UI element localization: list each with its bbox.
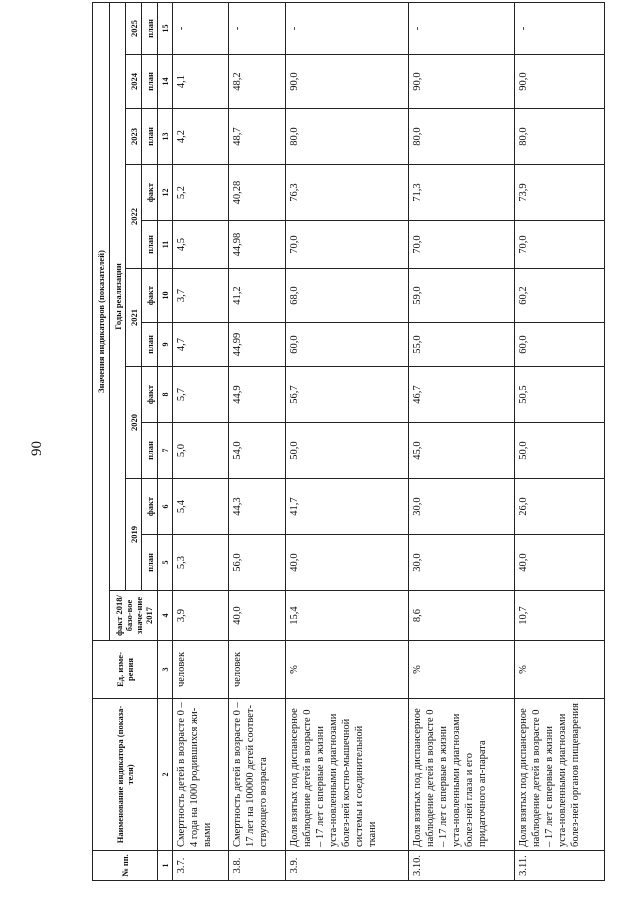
unit: % [285,641,408,699]
value-cell: 60,0 [285,323,408,367]
header-plan: план [142,323,158,367]
header-year-2021: 2021 [126,269,142,367]
column-number: 9 [158,323,173,367]
value-cell: 4,2 [173,109,229,165]
value-cell: 59,0 [408,269,514,323]
table-row [173,3,229,881]
column-number: 6 [158,479,173,535]
value-cell: 44,99 [229,323,285,367]
header-fact: факт [142,479,158,535]
value-cell: 90,0 [515,55,605,109]
value-cell: 5,0 [173,423,229,479]
column-number: 10 [158,269,173,323]
value-cell: - [229,3,285,55]
value-cell: 4,5 [173,221,229,269]
column-number: 13 [158,109,173,165]
header-year-2019: 2019 [126,479,142,591]
header-fact: факт [142,165,158,221]
row-number: 3.8. [229,851,285,881]
row-number: 3.7. [173,851,229,881]
unit: % [408,641,514,699]
value-cell: 80,0 [285,109,408,165]
base-value: 8,6 [408,591,514,641]
header-values-group: Значения индикаторов (показателей) [93,3,110,641]
value-cell: - [173,3,229,55]
value-cell: 56,7 [285,367,408,423]
value-cell: 80,0 [515,109,605,165]
base-value: 3,9 [173,591,229,641]
value-cell: 44,98 [229,221,285,269]
value-cell: 46,7 [408,367,514,423]
table-body [173,3,605,881]
page-number: 90 [29,441,45,456]
indicator-table [92,2,605,881]
table-row [285,3,408,881]
value-cell: 30,0 [408,479,514,535]
value-cell: 54,0 [229,423,285,479]
column-number: 8 [158,367,173,423]
value-cell: 60,0 [515,323,605,367]
row-number: 3.11. [515,851,605,881]
value-cell: 48,7 [229,109,285,165]
table-row [229,3,285,881]
indicator-name: Доля взятых под диспансерное наблюдение детей в возрасте 0 – 17 лет с впервые в жизни уста-новленными диагнозами болез-ней глаза и его придаточного ап-парата [408,699,514,851]
header-no: № пп. [93,851,158,881]
header-plan: план [142,221,158,269]
column-number: 14 [158,55,173,109]
value-cell: 5,2 [173,165,229,221]
header-plan: план [142,109,158,165]
value-cell: 40,0 [515,535,605,591]
rotated-table-wrapper [92,19,605,881]
value-cell: 5,3 [173,535,229,591]
value-cell: 90,0 [285,55,408,109]
indicator-name: Доля взятых под диспансерное наблюдение детей в возрасте 0 – 17 лет с впервые в жизни уста-новленными диагнозами болез-ней костно-мышечной системы и соединительной ткани [285,699,408,851]
column-number: 4 [158,591,173,641]
value-cell: 40,0 [285,535,408,591]
value-cell: 45,0 [408,423,514,479]
header-plan: план [142,423,158,479]
value-cell: 90,0 [408,55,514,109]
column-number: 15 [158,3,173,55]
row-number: 3.9. [285,851,408,881]
value-cell: 70,0 [515,221,605,269]
table-stage [92,19,605,881]
value-cell: 4,7 [173,323,229,367]
value-cell: 70,0 [285,221,408,269]
value-cell: 76,3 [285,165,408,221]
row-number: 3.10. [408,851,514,881]
value-cell: 56,0 [229,535,285,591]
value-cell: - [408,3,514,55]
table-row [408,3,514,881]
header-fact: факт [142,269,158,323]
indicator-name: Смертность детей в возрасте 0 – 17 лет на 100000 детей соответ-ствующего возраста [229,699,285,851]
header-unit: Ед. изме-рения [93,641,158,699]
column-number: 11 [158,221,173,269]
header-fact: факт [142,367,158,423]
value-cell: 3,7 [173,269,229,323]
header-name: Наименование индикатора (показа-теля) [93,699,158,851]
value-cell: 40,28 [229,165,285,221]
header-plan: план [142,535,158,591]
value-cell: 41,7 [285,479,408,535]
value-cell: 4,1 [173,55,229,109]
header-plan: план [142,55,158,109]
header-year-2022: 2022 [126,165,142,269]
unit: человек [173,641,229,699]
header-year-2023: 2023 [126,109,142,165]
column-number: 3 [158,641,173,699]
indicator-name: Доля взятых под диспансерное наблюдение детей в возрасте 0 – 17 лет с впервые в жизни уста-новленными диагнозами болез-ней органов пищеварения [515,699,605,851]
column-number: 1 [158,851,173,881]
unit: человек [229,641,285,699]
column-number: 2 [158,699,173,851]
value-cell: 26,0 [515,479,605,535]
value-cell: 5,7 [173,367,229,423]
value-cell: - [285,3,408,55]
value-cell: 50,5 [515,367,605,423]
value-cell: 70,0 [408,221,514,269]
value-cell: 71,3 [408,165,514,221]
value-cell: 68,0 [285,269,408,323]
base-value: 15,4 [285,591,408,641]
value-cell: 73,9 [515,165,605,221]
column-number: 5 [158,535,173,591]
column-number: 12 [158,165,173,221]
value-cell: 44,9 [229,367,285,423]
column-number: 7 [158,423,173,479]
column-number-row [158,3,173,881]
header-plan: план [142,3,158,55]
value-cell: 48,2 [229,55,285,109]
base-value: 40,0 [229,591,285,641]
base-value: 10,7 [515,591,605,641]
value-cell: - [515,3,605,55]
header-year-2025: 2025 [126,3,142,55]
value-cell: 80,0 [408,109,514,165]
unit: % [515,641,605,699]
value-cell: 5,4 [173,479,229,535]
table-row [515,3,605,881]
header-years-group: Годы реализации [110,3,126,591]
value-cell: 55,0 [408,323,514,367]
value-cell: 41,2 [229,269,285,323]
value-cell: 50,0 [285,423,408,479]
value-cell: 44,3 [229,479,285,535]
header-year-2024: 2024 [126,55,142,109]
header-base: факт 2018/базо-вое значе-ние 2017 [110,591,158,641]
value-cell: 50,0 [515,423,605,479]
value-cell: 30,0 [408,535,514,591]
value-cell: 60,2 [515,269,605,323]
indicator-name: Смертность детей в возрасте 0 – 4 года на 1000 родившихся жи-выми [173,699,229,851]
header-year-2020: 2020 [126,367,142,479]
